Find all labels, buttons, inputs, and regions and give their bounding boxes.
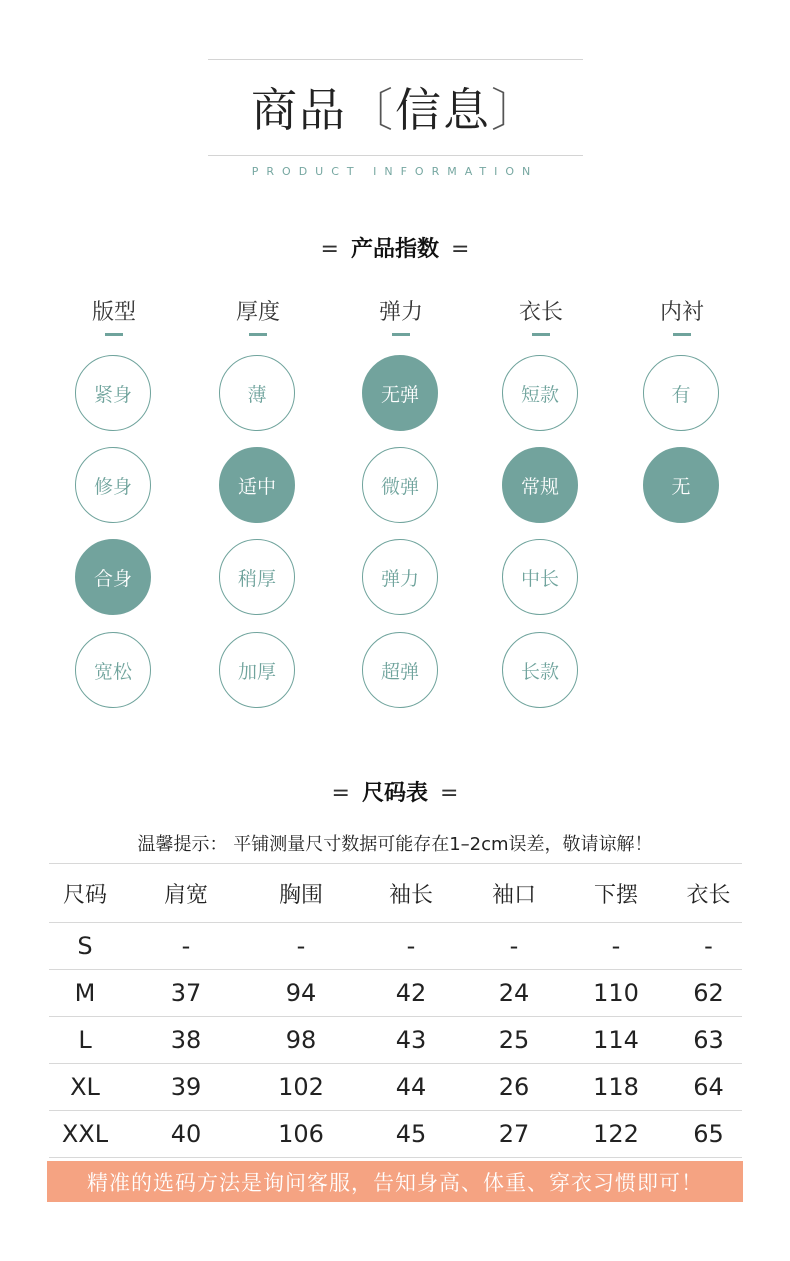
option-circle: 弹力 — [362, 539, 438, 615]
table-cell: 63 — [675, 1017, 742, 1064]
table-cell: 110 — [557, 970, 675, 1017]
header-cell: 衣长 — [675, 864, 742, 923]
option-circle: 加厚 — [219, 632, 295, 708]
table-cell: 44 — [351, 1064, 471, 1111]
table-cell: XL — [49, 1064, 121, 1111]
product-index-title-text: 产品指数 — [350, 237, 439, 262]
column-underline — [105, 333, 123, 336]
table-cell: 118 — [557, 1064, 675, 1111]
header-cell: 下摆 — [557, 864, 675, 923]
title-left: 商品 — [251, 83, 347, 137]
column-label: 弹力 — [378, 300, 423, 325]
measurement-note: 温馨提示： 平铺测量尺寸数据可能存在1–2cm误差，敬请谅解！ — [137, 834, 653, 855]
option-circle: 适中 — [219, 447, 295, 523]
header-cell: 袖口 — [471, 864, 557, 923]
table-cell: 94 — [251, 970, 351, 1017]
table-row — [49, 1111, 742, 1158]
title-eq-right: = — [451, 237, 470, 262]
page-subtitle: PRODUCT INFORMATION — [251, 165, 539, 178]
table-cell: 37 — [121, 970, 251, 1017]
product-index-title — [0, 232, 790, 263]
header-bottom-rule — [208, 155, 583, 156]
column-label: 衣长 — [518, 300, 563, 325]
table-cell: 65 — [675, 1111, 742, 1158]
column-underline — [673, 333, 691, 336]
index-column-lining — [642, 298, 722, 336]
option-circle: 薄 — [219, 355, 295, 431]
index-column-thickness — [218, 298, 298, 336]
table-cell: - — [557, 923, 675, 970]
title-right: 信息 — [395, 83, 491, 137]
column-label: 厚度 — [235, 300, 280, 325]
table-cell: S — [49, 923, 121, 970]
table-cell: 43 — [351, 1017, 471, 1064]
size-table — [49, 863, 742, 1158]
table-cell: 106 — [251, 1111, 351, 1158]
column-label: 内衬 — [659, 300, 704, 325]
table-cell: M — [49, 970, 121, 1017]
title-bracket-open: 〔 — [347, 83, 395, 137]
column-label: 版型 — [91, 300, 136, 325]
option-circle: 无弹 — [362, 355, 438, 431]
table-cell: - — [251, 923, 351, 970]
column-underline — [392, 333, 410, 336]
index-column-length — [501, 298, 581, 336]
sizing-advice-banner: 精准的选码方法是询问客服，告知身高、体重、穿衣习惯即可！ — [47, 1161, 743, 1202]
option-circle: 有 — [643, 355, 719, 431]
table-row — [49, 1064, 742, 1111]
option-circle: 无 — [643, 447, 719, 523]
table-cell: 64 — [675, 1064, 742, 1111]
size-chart-title-text: 尺码表 — [361, 781, 428, 806]
table-cell: 122 — [557, 1111, 675, 1158]
table-cell: 98 — [251, 1017, 351, 1064]
option-circle: 常规 — [502, 447, 578, 523]
option-circle: 紧身 — [75, 355, 151, 431]
column-underline — [532, 333, 550, 336]
title-eq-left: = — [331, 781, 350, 806]
table-cell: 40 — [121, 1111, 251, 1158]
header-cell: 尺码 — [49, 864, 121, 923]
header-cell: 胸围 — [251, 864, 351, 923]
column-underline — [249, 333, 267, 336]
option-circle: 稍厚 — [219, 539, 295, 615]
header-top-rule — [208, 59, 583, 60]
option-circle: 超弹 — [362, 632, 438, 708]
title-eq-right: = — [440, 781, 459, 806]
table-cell: 62 — [675, 970, 742, 1017]
option-circle: 修身 — [75, 447, 151, 523]
header-cell: 袖长 — [351, 864, 471, 923]
table-cell: - — [351, 923, 471, 970]
table-cell: 26 — [471, 1064, 557, 1111]
option-circle: 短款 — [502, 355, 578, 431]
table-cell: - — [471, 923, 557, 970]
table-cell: XXL — [49, 1111, 121, 1158]
table-cell: - — [675, 923, 742, 970]
table-cell: 25 — [471, 1017, 557, 1064]
option-circle: 微弹 — [362, 447, 438, 523]
table-row — [49, 1017, 742, 1064]
index-column-fit — [74, 298, 154, 336]
table-row — [49, 923, 742, 970]
table-cell: L — [49, 1017, 121, 1064]
table-cell: 42 — [351, 970, 471, 1017]
option-circle: 中长 — [502, 539, 578, 615]
option-circle: 合身 — [75, 539, 151, 615]
table-cell: 24 — [471, 970, 557, 1017]
size-chart-title — [0, 776, 790, 807]
table-cell: 45 — [351, 1111, 471, 1158]
index-column-elasticity — [361, 298, 441, 336]
table-cell: 114 — [557, 1017, 675, 1064]
table-cell: 38 — [121, 1017, 251, 1064]
option-circle: 宽松 — [75, 632, 151, 708]
table-cell: - — [121, 923, 251, 970]
table-cell: 39 — [121, 1064, 251, 1111]
title-bracket-close: 〕 — [491, 83, 539, 137]
table-cell: 102 — [251, 1064, 351, 1111]
header-cell: 肩宽 — [121, 864, 251, 923]
table-row — [49, 970, 742, 1017]
size-table-header — [49, 864, 742, 923]
table-cell: 27 — [471, 1111, 557, 1158]
option-circle: 长款 — [502, 632, 578, 708]
title-eq-left: = — [320, 237, 339, 262]
page-title — [0, 80, 790, 140]
